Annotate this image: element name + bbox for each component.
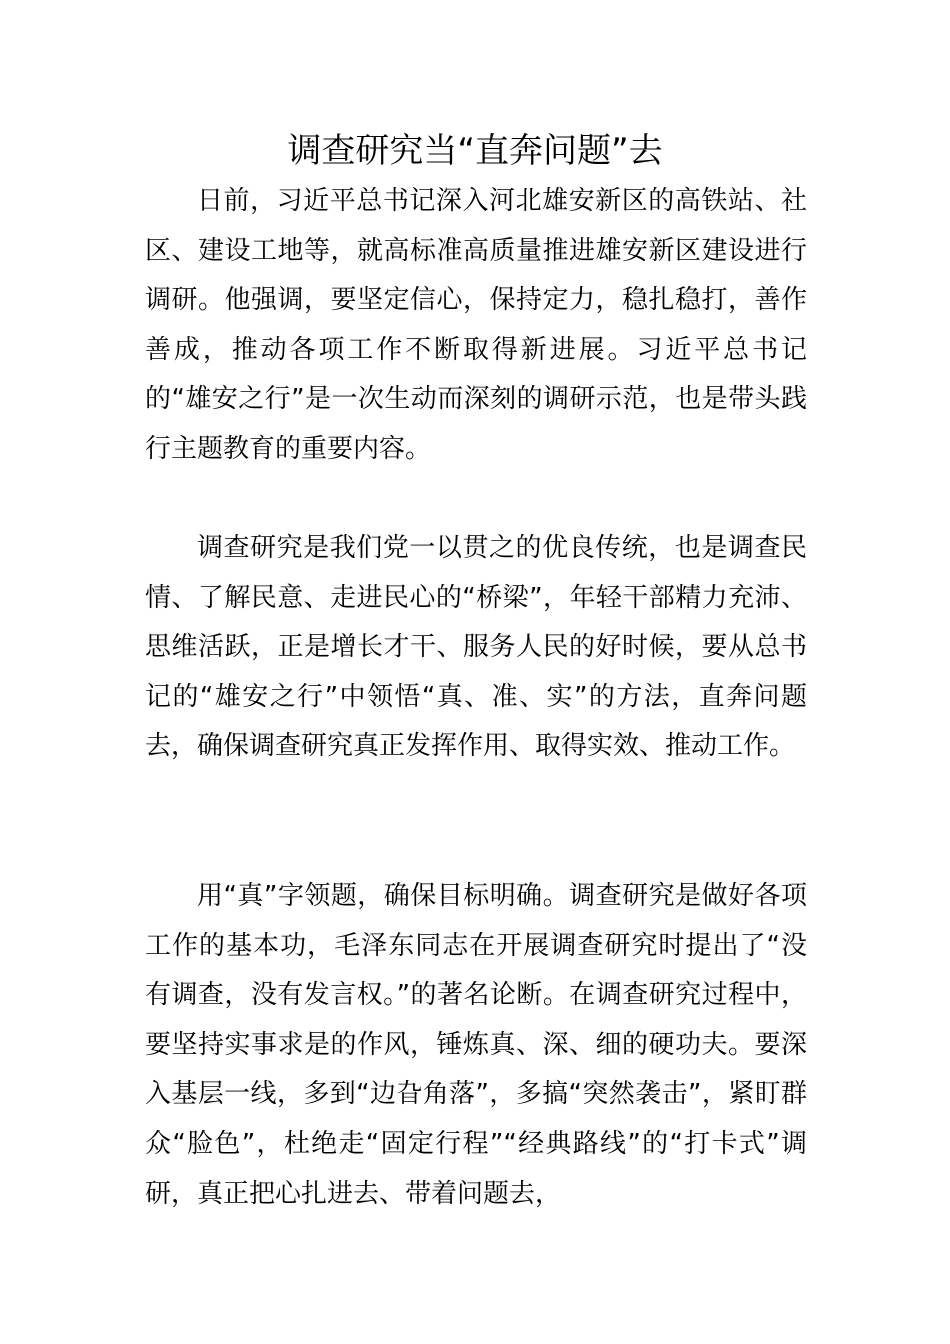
paragraph-3: 用“真”字领题，确保目标明确。调查研究是做好各项工作的基本功，毛泽东同志在开展调查研究时提出了“没有调查，没有发言权。”的著名论断。在调查研究过程中，要坚持实事求是的作风，锤炼真、深、细的硬功夫。要深入基层一线，多到“边旮角落”，多搞“突然袭击”，紧盯群众“脸色”，杜绝走“固定行程”“经典路线”的“打卡式”调研，真正把心扎进去、带着问题去， [145,881,807,1209]
document-title: 调查研究当“直奔问题”去 [287,131,663,171]
paragraph-2: 调查研究是我们党一以贯之的优良传统，也是调查民情、了解民意、走进民心的“桥梁”，年轻干部精力充沛、思维活跃，正是增长才干、服务人民的好时候，要从总书记的“雄安之行”中领悟“真、准、实”的方法，直奔问题去，确保调查研究真正发挥作用、取得实效、推动工作。 [145,533,807,762]
paragraph-1: 日前，习近平总书记深入河北雄安新区的高铁站、社区、建设工地等，就高标准高质量推进雄安新区建设进行调研。他强调，要坚定信心，保持定力，稳扎稳打，善作善成，推动各项工作不断取得新进展。习近平总书记的“雄安之行”是一次生动而深刻的调研示范，也是带头践行主题教育的重要内容。 [145,186,807,464]
